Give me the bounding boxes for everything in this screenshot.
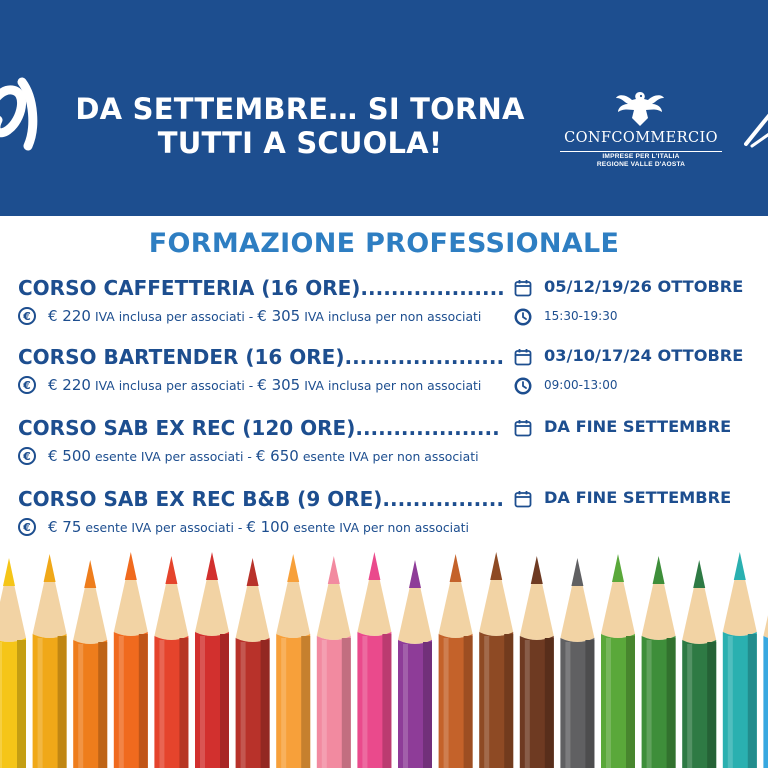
calendar-icon [514, 419, 532, 437]
course-date: DA FINE SETTEMBRE [544, 488, 732, 507]
course-title: CORSO SAB EX REC (120 ORE)................... [18, 416, 500, 440]
price-non-associati: € 100 [246, 518, 290, 536]
calendar-icon [514, 348, 532, 366]
calendar-icon [514, 490, 532, 508]
pencil [195, 552, 229, 768]
partial-logo-mark-icon [744, 110, 768, 150]
price-line [18, 444, 483, 468]
pencil [398, 560, 432, 768]
pencil [763, 556, 768, 768]
price-associati-label: IVA inclusa per associati - [94, 377, 254, 393]
pencil [317, 556, 351, 768]
course-item-sab-ex-rec-bb [18, 487, 758, 547]
logo-subtitle-line-2: REGIONE VALLE D'AOSTA [596, 161, 686, 168]
pencil [73, 560, 107, 768]
pencil [33, 554, 67, 768]
course-date: DA FINE SETTEMBRE [544, 417, 732, 436]
confcommercio-name: CONFCOMMERCIO [564, 130, 718, 146]
pencil [520, 556, 554, 768]
price-non-associati-label: esente IVA per non associati [293, 519, 469, 535]
price-associati-label: IVA inclusa per associati - [94, 308, 254, 324]
course-title: CORSO CAFFETTERIA (16 ORE)................... [18, 276, 505, 300]
price-associati-label: esente IVA per associati - [85, 519, 243, 535]
price-associati-label: esente IVA per associati - [94, 448, 252, 464]
pencil [357, 552, 391, 768]
section-title: FORMAZIONE PROFESSIONALE [148, 228, 620, 259]
pencil [0, 558, 26, 768]
course-time: 09:00-13:00 [544, 378, 618, 392]
headline-line-1: DA SETTEMBRE… SI TORNA [75, 92, 525, 126]
price-non-associati: € 305 [257, 376, 301, 394]
pencil [479, 552, 513, 768]
calendar-icon [514, 279, 532, 297]
header-banner [0, 0, 768, 216]
partial-logo-icon [0, 68, 42, 152]
logo-subtitle-line-1: IMPRESE PER L'ITALIA [602, 153, 680, 160]
confcommercio-subtitle [556, 153, 726, 169]
pencil [439, 554, 473, 768]
euro-icon: € [18, 307, 36, 325]
price-line [18, 304, 485, 328]
pencil [560, 558, 594, 768]
headline-line-2: TUTTI A SCUOLA! [157, 126, 443, 160]
price-associati: € 75 [48, 518, 82, 536]
price-non-associati-label: IVA inclusa per non associati [304, 377, 482, 393]
price-non-associati: € 650 [255, 447, 299, 465]
course-item-bartender [18, 345, 758, 405]
headline [70, 92, 530, 160]
pencil [723, 552, 757, 768]
eagle-icon [614, 88, 666, 128]
pencil [642, 556, 676, 768]
course-item-caffetteria [18, 276, 758, 336]
pencil [682, 560, 716, 768]
course-title: CORSO SAB EX REC B&B (9 ORE)................ [18, 487, 504, 511]
price-non-associati-label: IVA inclusa per non associati [304, 308, 482, 324]
pencil [154, 556, 188, 768]
course-date: 03/10/17/24 OTTOBRE [544, 346, 744, 365]
euro-icon: € [18, 447, 36, 465]
price-associati: € 220 [48, 307, 91, 325]
price-associati: € 220 [48, 376, 91, 394]
pencil [601, 554, 635, 768]
logo-divider [560, 151, 722, 152]
price-line [18, 515, 473, 539]
price-non-associati: € 305 [257, 307, 301, 325]
course-item-sab-ex-rec [18, 416, 758, 476]
clock-icon [514, 308, 532, 326]
confcommercio-logo [556, 88, 726, 168]
euro-icon: € [18, 518, 36, 536]
clock-icon [514, 377, 532, 395]
price-non-associati-label: esente IVA per non associati [302, 448, 479, 464]
pencil [114, 552, 148, 768]
course-title: CORSO BARTENDER (16 ORE)..................... [18, 345, 505, 369]
price-line [18, 373, 485, 397]
price-associati: € 500 [48, 447, 91, 465]
euro-icon: € [18, 376, 36, 394]
colored-pencils-illustration [0, 540, 768, 768]
pencil [276, 554, 310, 768]
course-time: 15:30-19:30 [544, 309, 618, 323]
course-date: 05/12/19/26 OTTOBRE [544, 277, 744, 296]
pencil [236, 558, 270, 768]
